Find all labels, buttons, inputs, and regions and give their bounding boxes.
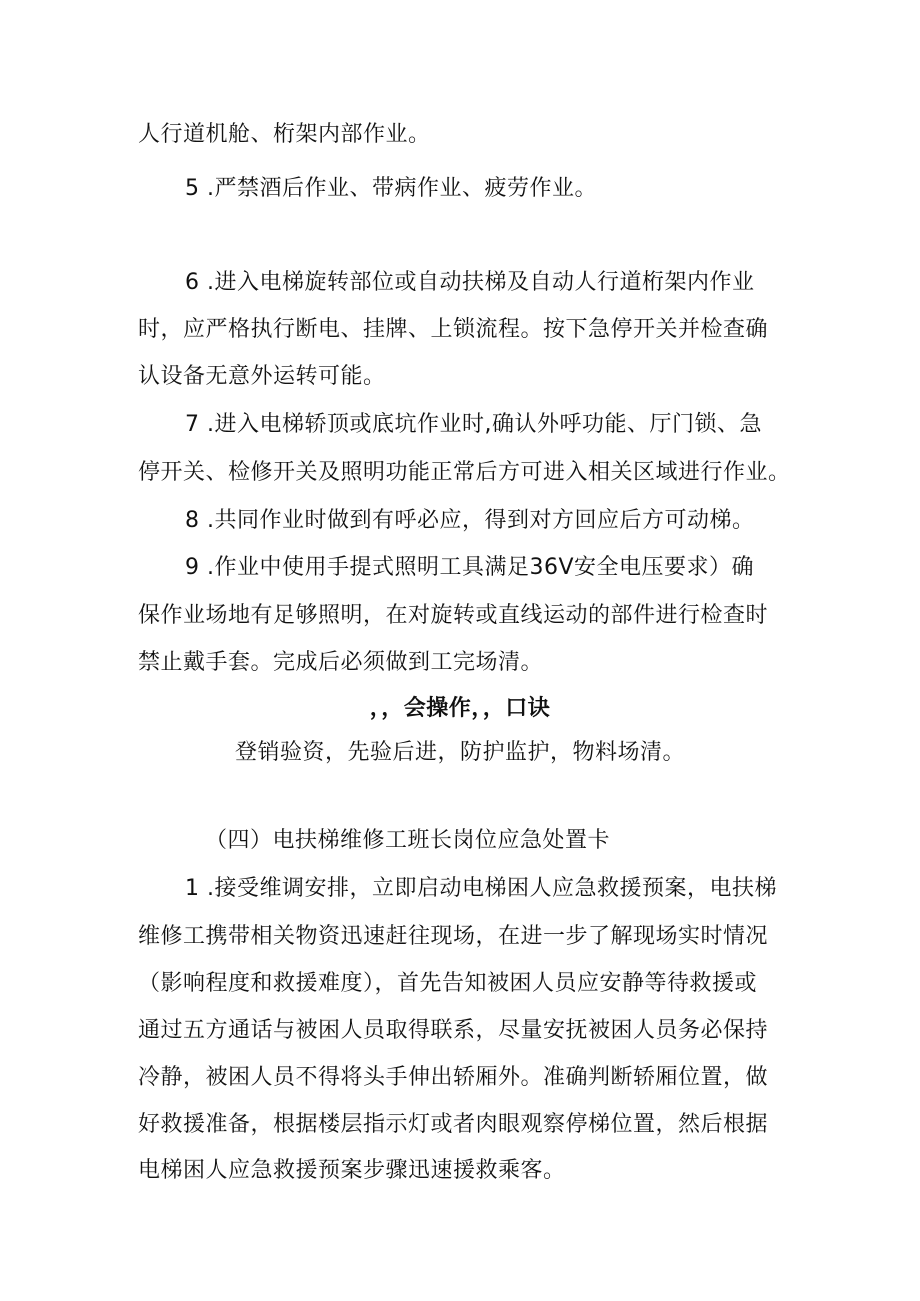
text-line-1: 人行道机舱、桁架内部作业。 — [138, 122, 431, 147]
item-7-line-2: 停开关、检修开关及照明功能正常后方可进入相关区域进行作业。 — [138, 460, 791, 485]
section-item-1-line-3: （影响程度和救援难度），首先告知被困人员应安静等待救援或 — [138, 971, 758, 996]
item-9-line-1: 9 .作业中使用手提式照明工具满足36V安全电压要求）确 — [185, 555, 755, 580]
slogan-title: ，，会操作，，口诀 — [369, 696, 551, 721]
item-7-line-1: 7 .进入电梯轿顶或底坑作业时,确认外呼功能、厅门锁、急 — [185, 412, 762, 437]
item-6-line-3: 认设备无意外运转可能。 — [138, 364, 386, 389]
item-9-line-3: 禁止戴手套。完成后必须做到工完场清。 — [138, 650, 544, 675]
section-item-1-line-7: 电梯困人应急救援预案步骤迅速援救乘客。 — [138, 1158, 566, 1183]
slogan-text: 登销验资，先验后进，防护监护，物料场清。 — [234, 740, 685, 765]
item-6-line-2: 时，应严格执行断电、挂牌、上锁流程。按下急停开关并检查确 — [138, 317, 769, 342]
section-item-1-line-5: 冷静，被困人员不得将头手伸出轿厢外。准确判断轿厢位置，做 — [138, 1065, 769, 1090]
section-title: （四）电扶梯维修工班长岗位应急处置卡 — [205, 828, 611, 853]
section-item-1-line-1: 1 .接受维调安排，立即启动电梯困人应急救援预案，电扶梯 — [185, 876, 777, 901]
item-9-line-2: 保作业场地有足够照明，在对旋转或直线运动的部件进行检查时 — [138, 603, 769, 628]
section-item-1-line-6: 好救援准备，根据楼层指示灯或者肉眼观察停梯位置，然后根据 — [138, 1112, 769, 1137]
section-item-1-line-4: 通过五方通话与被困人员取得联系，尽量安抚被困人员务必保持 — [138, 1018, 769, 1043]
item-5: 5 .严禁酒后作业、带病作业、疲劳作业。 — [185, 176, 597, 201]
item-6-line-1: 6 .进入电梯旋转部位或自动扶梯及自动人行道桁架内作业 — [185, 270, 755, 295]
item-8: 8 .共同作业时做到有呼必应，得到对方回应后方可动梯。 — [185, 508, 755, 533]
section-item-1-line-2: 维修工携带相关物资迅速赶往现场，在进一步了解现场实时情况 — [138, 924, 769, 949]
